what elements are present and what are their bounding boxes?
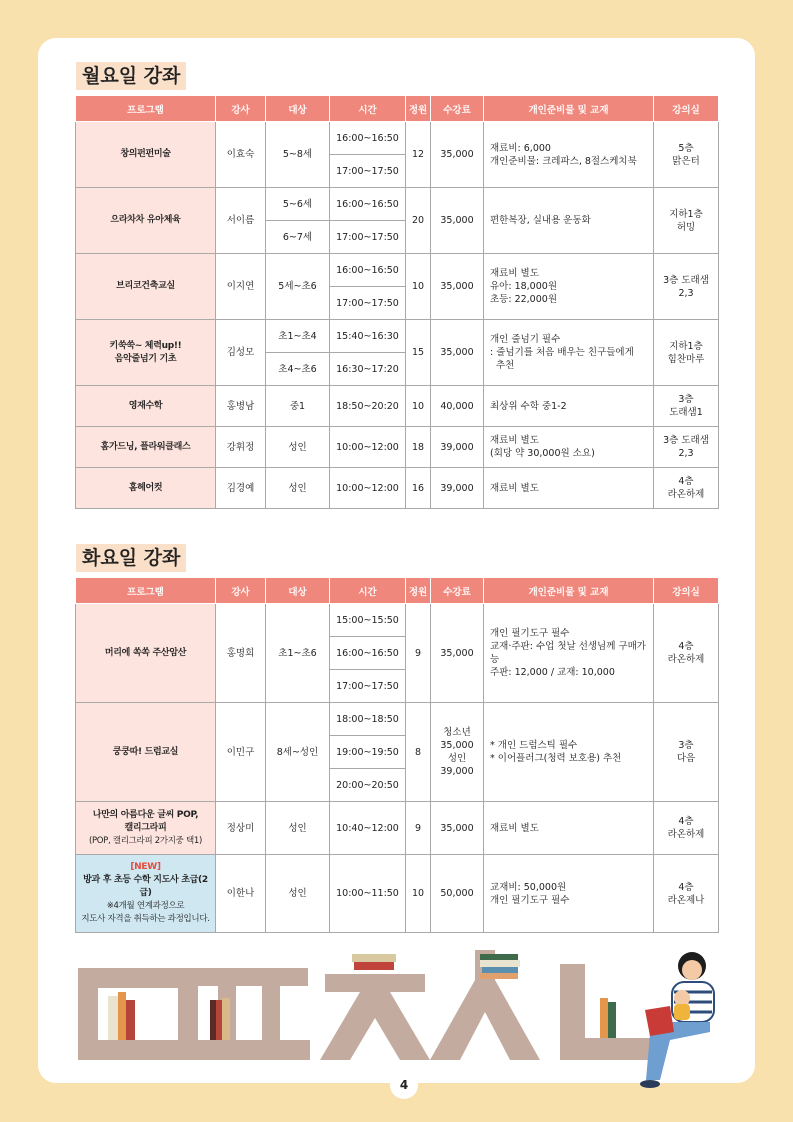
time-slot: 18:50~20:20 [330,386,406,427]
col-capacity: 정원 [406,578,431,604]
teacher: 이지연 [216,254,266,320]
material-line: * 개인 드럼스틱 필수 [490,740,578,751]
material-line: * 이어플러그(청력 보호용) 추천 [490,753,622,764]
capacity: 8 [406,703,431,802]
room-line: 지하1층 [669,340,703,352]
program-note: ※4개월 연계과정으로 [106,901,185,911]
material-line: 재료비 별도 [490,268,539,279]
col-target: 대상 [266,96,330,122]
teacher: 홍명희 [216,604,266,703]
target: 6~7세 [266,221,330,254]
fee-line: 청소년 [443,727,471,738]
program-line: 방과 후 초등 수학 지도사 초급(2급) [83,875,208,898]
room-line: 맑은터 [672,155,700,167]
material-line: 교재·주판: 수업 첫날 선생님께 구매가능 [490,641,646,665]
material-line: 개인 필기도구 필수 [490,628,570,639]
program-line: 키쑥쑥~ 체력up!! [109,340,182,351]
target: 8세~성인 [266,703,330,802]
col-program: 프로그램 [76,578,216,604]
table-row [76,468,719,509]
room-line: 4층 [678,641,694,652]
time-slot: 15:00~15:50 [330,604,406,637]
time-slot: 15:40~16:30 [330,320,406,353]
target: 초1~초4 [266,320,330,353]
room-line: 3층 도래샘 [663,435,709,446]
time-slot: 20:00~20:50 [330,769,406,802]
fee: 35,000 [431,188,484,254]
table-row [76,122,719,155]
target: 성인 [266,802,330,855]
capacity: 10 [406,386,431,427]
time-slot: 10:00~12:00 [330,427,406,468]
material-line: (회당 약 30,000원 소요) [490,448,595,459]
program-name: 창의펀펀미술 [76,122,216,188]
col-teacher: 강사 [216,96,266,122]
material-line: 교재비: 50,000원 [490,881,567,893]
teacher: 서이름 [216,188,266,254]
table-row [76,604,719,637]
capacity: 9 [406,802,431,855]
reading-mother-icon [640,952,714,1088]
materials [484,855,654,933]
program-name: 영재수학 [76,386,216,427]
col-fee: 수강료 [431,578,484,604]
program-note: (POP, 캘리그라피 2가지중 택1) [88,835,203,846]
fee-line: 39,000 [440,766,474,777]
program-name: 으라차차 유아체육 [76,188,216,254]
col-fee: 수강료 [431,96,484,122]
room-line: 2,3 [678,448,694,459]
teacher: 이민구 [216,703,266,802]
time-slot: 16:30~17:20 [330,353,406,386]
program-name: 브리코건축교실 [76,254,216,320]
program-note: 지도사 자격을 취득하는 과정입니다. [81,914,210,924]
time-slot: 10:00~12:00 [330,468,406,509]
col-materials: 개인준비물 및 교재 [484,578,654,604]
col-program: 프로그램 [76,96,216,122]
material-line: 주판: 12,000 / 교재: 10,000 [490,667,615,678]
fee: 39,000 [431,427,484,468]
material-line: 개인준비물: 크레파스, 8절스케치북 [490,155,637,167]
fee: 35,000 [431,604,484,703]
tuesday-table [75,577,719,933]
fee: 35,000 [431,320,484,386]
room-line: 3층 도래샘 [663,274,709,286]
fee-line: 35,000 [440,740,474,751]
col-time: 시간 [330,96,406,122]
col-materials: 개인준비물 및 교재 [484,96,654,122]
time-slot: 19:00~19:50 [330,736,406,769]
room-line: 4층 [678,816,694,827]
material-line: 개인 필기도구 필수 [490,894,570,906]
room-line: 라온하제 [667,489,705,500]
decorative-illustration [70,940,730,1090]
table-row [76,802,719,855]
capacity: 10 [406,855,431,933]
time-slot: 18:00~18:50 [330,703,406,736]
materials: 재료비 별도 [484,468,654,509]
time-slot: 17:00~17:50 [330,287,406,320]
target: 성인 [266,855,330,933]
program-name: 쿵쿵따! 드럼교실 [76,703,216,802]
room-line: 3층 [678,394,694,405]
fee: 35,000 [431,122,484,188]
capacity: 10 [406,254,431,320]
target: 5~6세 [266,188,330,221]
material-line: 개인 줄넘기 필수 [490,334,561,345]
program-line: 나만의 아름다운 글씨 POP, [92,809,199,820]
room-line: 도래샘1 [669,407,703,418]
room-line: 라온하제 [667,829,705,840]
room-line: 5층 [678,142,694,154]
target: 성인 [266,427,330,468]
target: 성인 [266,468,330,509]
program-name [76,320,216,386]
material-line: 유아: 18,000원 [490,281,557,292]
col-room: 강의실 [654,96,719,122]
room-line: 2,3 [678,287,694,299]
fee-line: 성인 [447,753,467,764]
room [654,703,719,802]
table-row [76,855,719,933]
col-time: 시간 [330,578,406,604]
room-line: 4층 [678,476,694,487]
room [654,802,719,855]
room [654,427,719,468]
teacher: 이한나 [216,855,266,933]
materials [484,188,654,254]
fee: 35,000 [431,802,484,855]
page-number: 4 [390,1071,418,1099]
materials: 재료비 별도 [484,802,654,855]
table-row [76,254,719,287]
teacher: 홍병남 [216,386,266,427]
col-capacity: 정원 [406,96,431,122]
material-line: 재료비: 6,000 [490,142,551,154]
fee: 39,000 [431,468,484,509]
teacher: 이효숙 [216,122,266,188]
capacity: 15 [406,320,431,386]
time-slot: 10:00~11:50 [330,855,406,933]
fee: 50,000 [431,855,484,933]
col-room: 강의실 [654,578,719,604]
room [654,122,719,188]
room [654,468,719,509]
target: 초4~초6 [266,353,330,386]
program-name: 홈가드닝, 플라워클래스 [76,427,216,468]
capacity: 18 [406,427,431,468]
capacity: 16 [406,468,431,509]
monday-title: 월요일 강좌 [76,62,186,90]
teacher: 김성모 [216,320,266,386]
program-line: 음악줄넘기 기초 [114,353,177,364]
room [654,254,719,320]
materials [484,320,654,386]
target: 초1~초6 [266,604,330,703]
material-line: 추천 [496,360,515,371]
teacher: 김경예 [216,468,266,509]
materials: 최상위 수학 중1-2 [484,386,654,427]
target: 5~8세 [266,122,330,188]
material-line: 초등: 22,000원 [490,294,557,305]
room [654,604,719,703]
room-line: 허밍 [676,221,696,233]
program-name [76,855,216,933]
room [654,188,719,254]
materials [484,427,654,468]
materials [484,604,654,703]
capacity: 20 [406,188,431,254]
room [654,320,719,386]
time-slot: 17:00~17:50 [330,221,406,254]
time-slot: 17:00~17:50 [330,670,406,703]
col-target: 대상 [266,578,330,604]
new-badge: [NEW] [130,862,161,872]
materials [484,122,654,188]
program-name [76,802,216,855]
table-row [76,188,719,221]
room-line: 3층 [678,740,694,751]
capacity: 12 [406,122,431,188]
room-line: 다음 [676,753,696,764]
time-slot: 10:40~12:00 [330,802,406,855]
program-line: 캘리그라피 [124,822,167,833]
monday-table [75,95,719,509]
room [654,855,719,933]
tuesday-title: 화요일 강좌 [76,544,186,572]
time-slot: 16:00~16:50 [330,637,406,670]
time-slot: 16:00~16:50 [330,188,406,221]
table-row [76,386,719,427]
header-row [76,96,719,122]
room-line: 라온하제 [667,654,705,665]
time-slot: 16:00~16:50 [330,122,406,155]
materials [484,254,654,320]
target: 5세~초6 [266,254,330,320]
time-slot: 17:00~17:50 [330,155,406,188]
program-name: 머리에 쏙쏙 주산암산 [76,604,216,703]
fee: 40,000 [431,386,484,427]
room-line: 라온제나 [667,894,705,906]
room [654,386,719,427]
col-teacher: 강사 [216,578,266,604]
material-line: : 줄넘기를 처음 배우는 친구들에게 [490,347,634,358]
table-row [76,427,719,468]
material-line: 편한복장, 실내용 운동화 [490,215,591,226]
materials [484,703,654,802]
fee: 35,000 [431,254,484,320]
table-row [76,320,719,353]
teacher: 강휘정 [216,427,266,468]
capacity: 9 [406,604,431,703]
table-row [76,703,719,736]
room-line: 4층 [678,881,694,893]
material-line: 재료비 별도 [490,435,539,446]
program-name: 홈헤어컷 [76,468,216,509]
room-line: 힘찬마루 [667,353,705,365]
time-slot: 16:00~16:50 [330,254,406,287]
header-row [76,578,719,604]
target: 중1 [266,386,330,427]
teacher: 정상미 [216,802,266,855]
fee [431,703,484,802]
room-line: 지하1층 [669,208,703,220]
